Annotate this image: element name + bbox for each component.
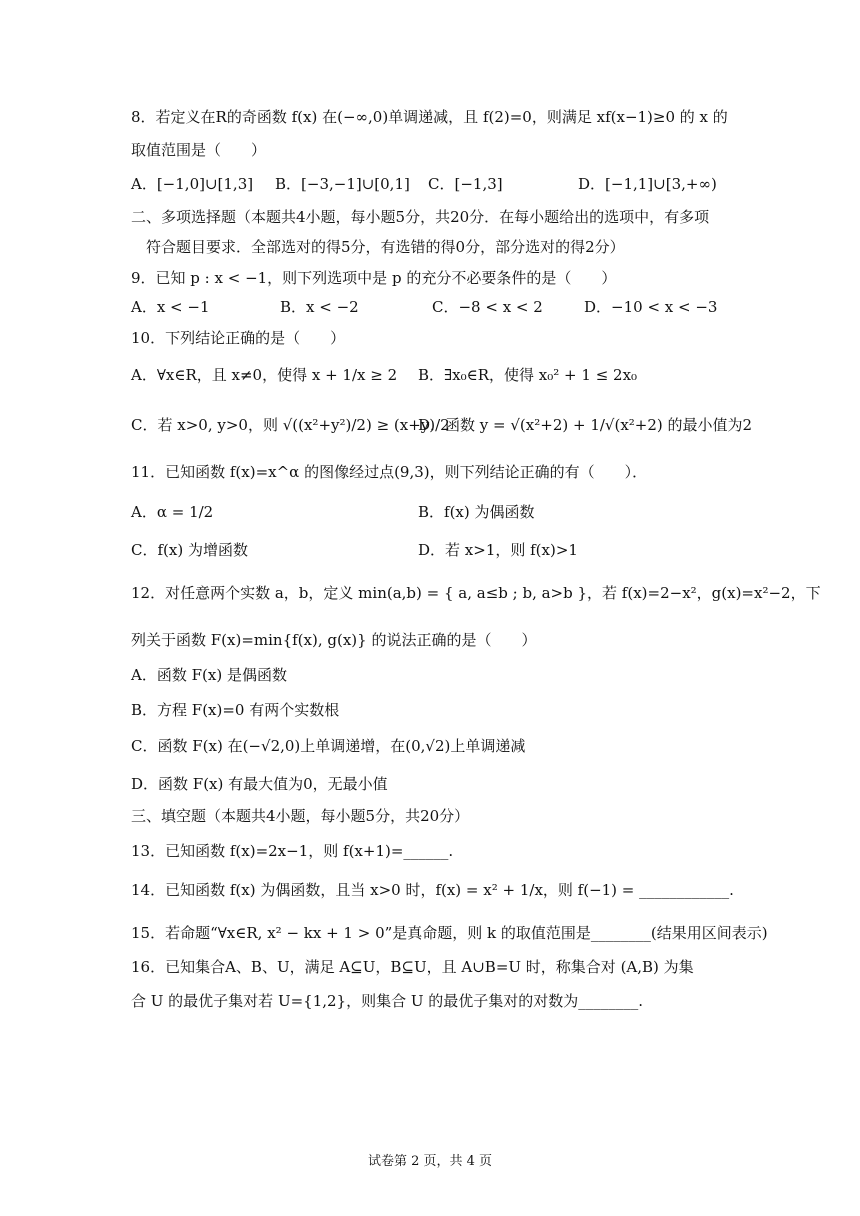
- q12-stem-line1: 12．对任意两个实数 a，b，定义 min(a,b) = { a, a≤b ; b, a>b }，若 f(x)=2−x²，g(x)=x²−2，下: [131, 584, 821, 602]
- q14: 14．已知函数 f(x) 为偶函数，且当 x>0 时，f(x) = x² + 1/x，则 f(−1) = ____________.: [131, 881, 734, 899]
- q11-option-c: C．f(x) 为增函数: [131, 541, 248, 559]
- q12-option-d: D．函数 F(x) 有最大值为0，无最小值: [131, 775, 388, 793]
- q8-stem-line2: 取值范围是（ ）: [131, 141, 267, 159]
- section-3-header: 三、填空题（本题共4小题，每小题5分，共20分）: [131, 807, 470, 825]
- q11-option-a: A．α = 1/2: [131, 503, 214, 521]
- q10-option-a: A．∀x∈R，且 x≠0，使得 x + 1/x ≥ 2: [131, 366, 398, 384]
- section-2-line2: 符合题目要求．全部选对的得5分，有选错的得0分，部分选对的得2分）: [146, 238, 625, 256]
- q9-option-b: B．x < −2: [280, 298, 359, 316]
- q8-stem-line1: 8．若定义在R的奇函数 f(x) 在(−∞,0)单调递减，且 f(2)=0，则满足 xf(x−1)≥0 的 x 的: [131, 108, 728, 126]
- q10-option-b: B．∃x₀∈R，使得 x₀² + 1 ≤ 2x₀: [418, 366, 638, 384]
- q9-stem: 9．已知 p : x < −1，则下列选项中是 p 的充分不必要条件的是（ ）: [131, 269, 617, 287]
- q16-stem-line2: 合 U 的最优子集对若 U={1,2}，则集合 U 的最优子集对的对数为________.: [131, 992, 644, 1010]
- q11-stem: 11．已知函数 f(x)=x^α 的图像经过点(9,3)，则下列结论正确的有（ ）．: [131, 463, 648, 481]
- q8-option-c: C．[−1,3]: [428, 175, 503, 193]
- q8-option-a: A．[−1,0]∪[1,3]: [131, 175, 254, 193]
- q12-option-c: C．函数 F(x) 在(−√2,0)上单调递增，在(0,√2)上单调递减: [131, 737, 526, 755]
- q10-option-d: D．函数 y = √(x²+2) + 1/√(x²+2) 的最小值为2: [418, 416, 753, 434]
- q15: 15．若命题“∀x∈R, x² − kx + 1 > 0”是真命题，则 k 的取值范围是________(结果用区间表示): [131, 924, 768, 942]
- q11-option-d: D．若 x>1，则 f(x)>1: [418, 541, 578, 559]
- q13: 13．已知函数 f(x)=2x−1，则 f(x+1)=______.: [131, 842, 454, 860]
- q11-option-b: B．f(x) 为偶函数: [418, 503, 535, 521]
- q10-option-c: C．若 x>0, y>0，则 √((x²+y²)/2) ≥ (x+y)/2: [131, 416, 450, 434]
- q9-option-a: A．x < −1: [131, 298, 210, 316]
- page-footer: 试卷第 2 页，共 4 页: [367, 1154, 493, 1169]
- q9-option-c: C．−8 < x < 2: [432, 298, 543, 316]
- q12-option-a: A．函数 F(x) 是偶函数: [131, 666, 287, 684]
- q8-option-b: B．[−3,−1]∪[0,1]: [275, 175, 410, 193]
- q12-option-b: B．方程 F(x)=0 有两个实数根: [131, 701, 340, 719]
- q9-option-d: D．−10 < x < −3: [584, 298, 718, 316]
- section-2-line1: 二、多项选择题（本题共4小题，每小题5分，共20分．在每小题给出的选项中，有多项: [131, 208, 710, 226]
- q8-option-d: D．[−1,1]∪[3,+∞): [578, 175, 717, 193]
- q12-stem-line2: 列关于函数 F(x)=min{f(x), g(x)} 的说法正确的是（ ）: [131, 631, 537, 649]
- q10-stem: 10．下列结论正确的是（ ）: [131, 329, 346, 347]
- q16-stem-line1: 16．已知集合A、B、U，满足 A⊆U，B⊆U，且 A∪B=U 时，称集合对 (A,B) 为集: [131, 958, 694, 976]
